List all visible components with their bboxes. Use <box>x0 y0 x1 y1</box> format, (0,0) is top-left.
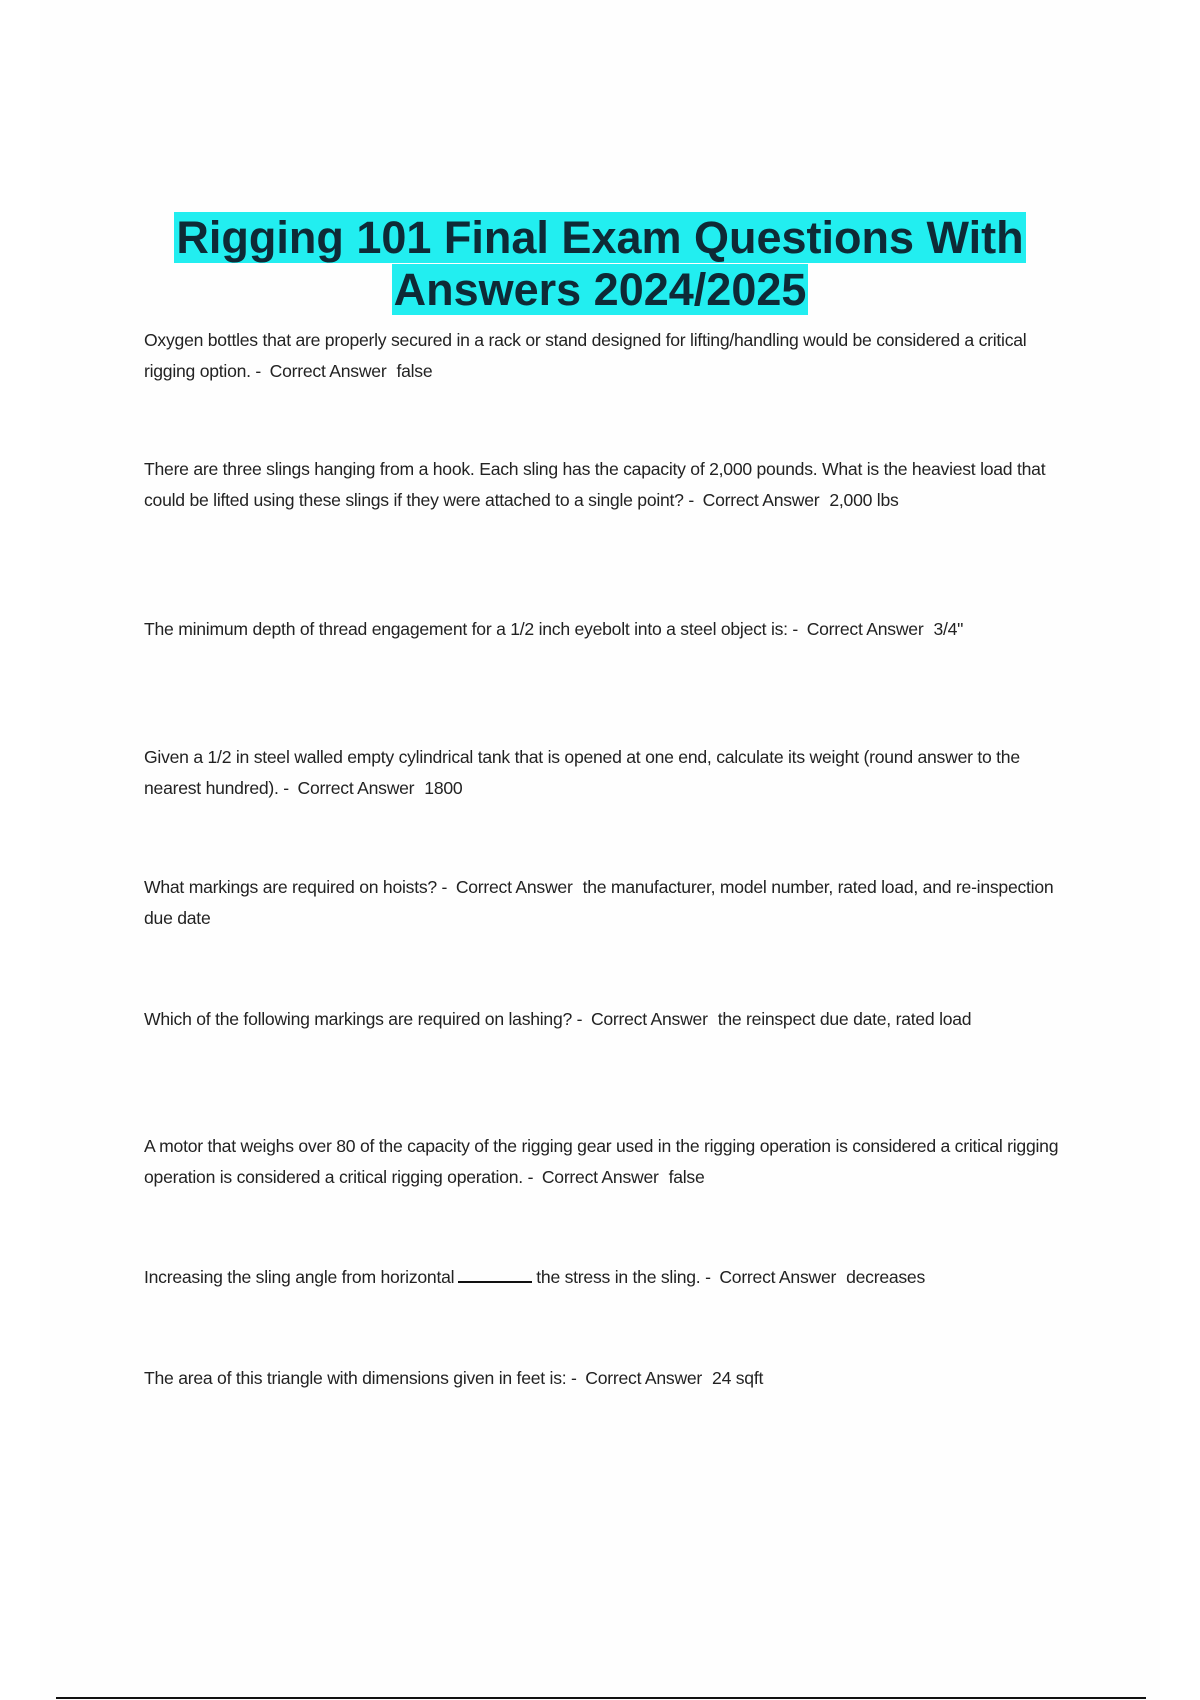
answer-value: 2,000 lbs <box>829 489 899 510</box>
qa-item <box>144 872 1064 933</box>
separator: - <box>250 360 266 381</box>
answer-label: Correct Answer <box>269 360 387 381</box>
answer-value: 1800 <box>424 777 463 798</box>
answer-label: Correct Answer <box>297 777 415 798</box>
qa-item <box>144 325 1064 386</box>
answer-label: Correct Answer <box>585 1368 703 1388</box>
separator: - <box>683 489 699 510</box>
separator: - <box>436 877 452 897</box>
answer-label: Correct Answer <box>541 1166 659 1187</box>
question-text-after-blank: the stress in the sling. <box>536 1267 701 1287</box>
answer-value: decreases <box>846 1267 926 1287</box>
question-text: There are three slings hanging from a hook. Each sling has the capacity of 2,000 pounds. What is the heaviest load that could be lifted using these slings if they were attached to a single point? <box>144 459 1046 510</box>
separator: - <box>787 619 803 639</box>
answer-value: false <box>668 1166 705 1187</box>
separator: - <box>522 1166 538 1187</box>
question-text: The area of this triangle with dimensions given in feet is: <box>144 1368 567 1388</box>
question-text: A motor that weighs over 80 of the capacity of the rigging gear used in the rigging operation is considered a critical rigging operation is considered a critical rigging operation. <box>144 1136 1059 1187</box>
answer-value: the manufacturer, model number, rated load, and re-inspection due date <box>144 877 1054 928</box>
question-text: What markings are required on hoists? <box>144 877 437 897</box>
qa-item <box>144 742 1064 803</box>
question-text: The minimum depth of thread engagement for a 1/2 inch eyebolt into a steel object is: <box>144 619 788 639</box>
separator: - <box>278 777 294 798</box>
answer-value: 24 sqft <box>712 1368 764 1388</box>
answer-label: Correct Answer <box>719 1267 837 1287</box>
answer-label: Correct Answer <box>455 877 573 897</box>
answer-label: Correct Answer <box>590 1009 708 1029</box>
title-line-2: Answers 2024/2025 <box>393 264 807 315</box>
qa-item <box>144 1004 1064 1035</box>
answer-label: Correct Answer <box>806 619 924 639</box>
question-text: Given a 1/2 in steel walled empty cylindrical tank that is opened at one end, calculate its weight (round answer to the nearest hundred). <box>144 747 1020 798</box>
qa-item <box>144 1262 1064 1293</box>
question-text: Oxygen bottles that are properly secured in a rack or stand designed for lifting/handling would be considered a critical rigging option. <box>144 330 1027 381</box>
qa-item <box>144 614 1064 645</box>
question-text-before-blank: Increasing the sling angle from horizontal <box>144 1267 455 1287</box>
qa-item <box>144 454 1064 515</box>
separator: - <box>700 1267 716 1287</box>
qa-item <box>144 1363 1064 1394</box>
answer-label: Correct Answer <box>702 489 820 510</box>
question-text: Which of the following markings are required on lashing? <box>144 1009 573 1029</box>
fill-in-blank <box>458 1267 532 1283</box>
page-bottom-rule <box>56 1697 1146 1699</box>
title-line-1: Rigging 101 Final Exam Questions With <box>176 212 1024 263</box>
answer-value: false <box>396 360 433 381</box>
answer-value: 3/4" <box>933 619 964 639</box>
separator: - <box>566 1368 582 1388</box>
qa-item <box>144 1131 1064 1192</box>
document-title <box>0 212 1200 316</box>
answer-value: the reinspect due date, rated load <box>717 1009 972 1029</box>
separator: - <box>572 1009 587 1029</box>
